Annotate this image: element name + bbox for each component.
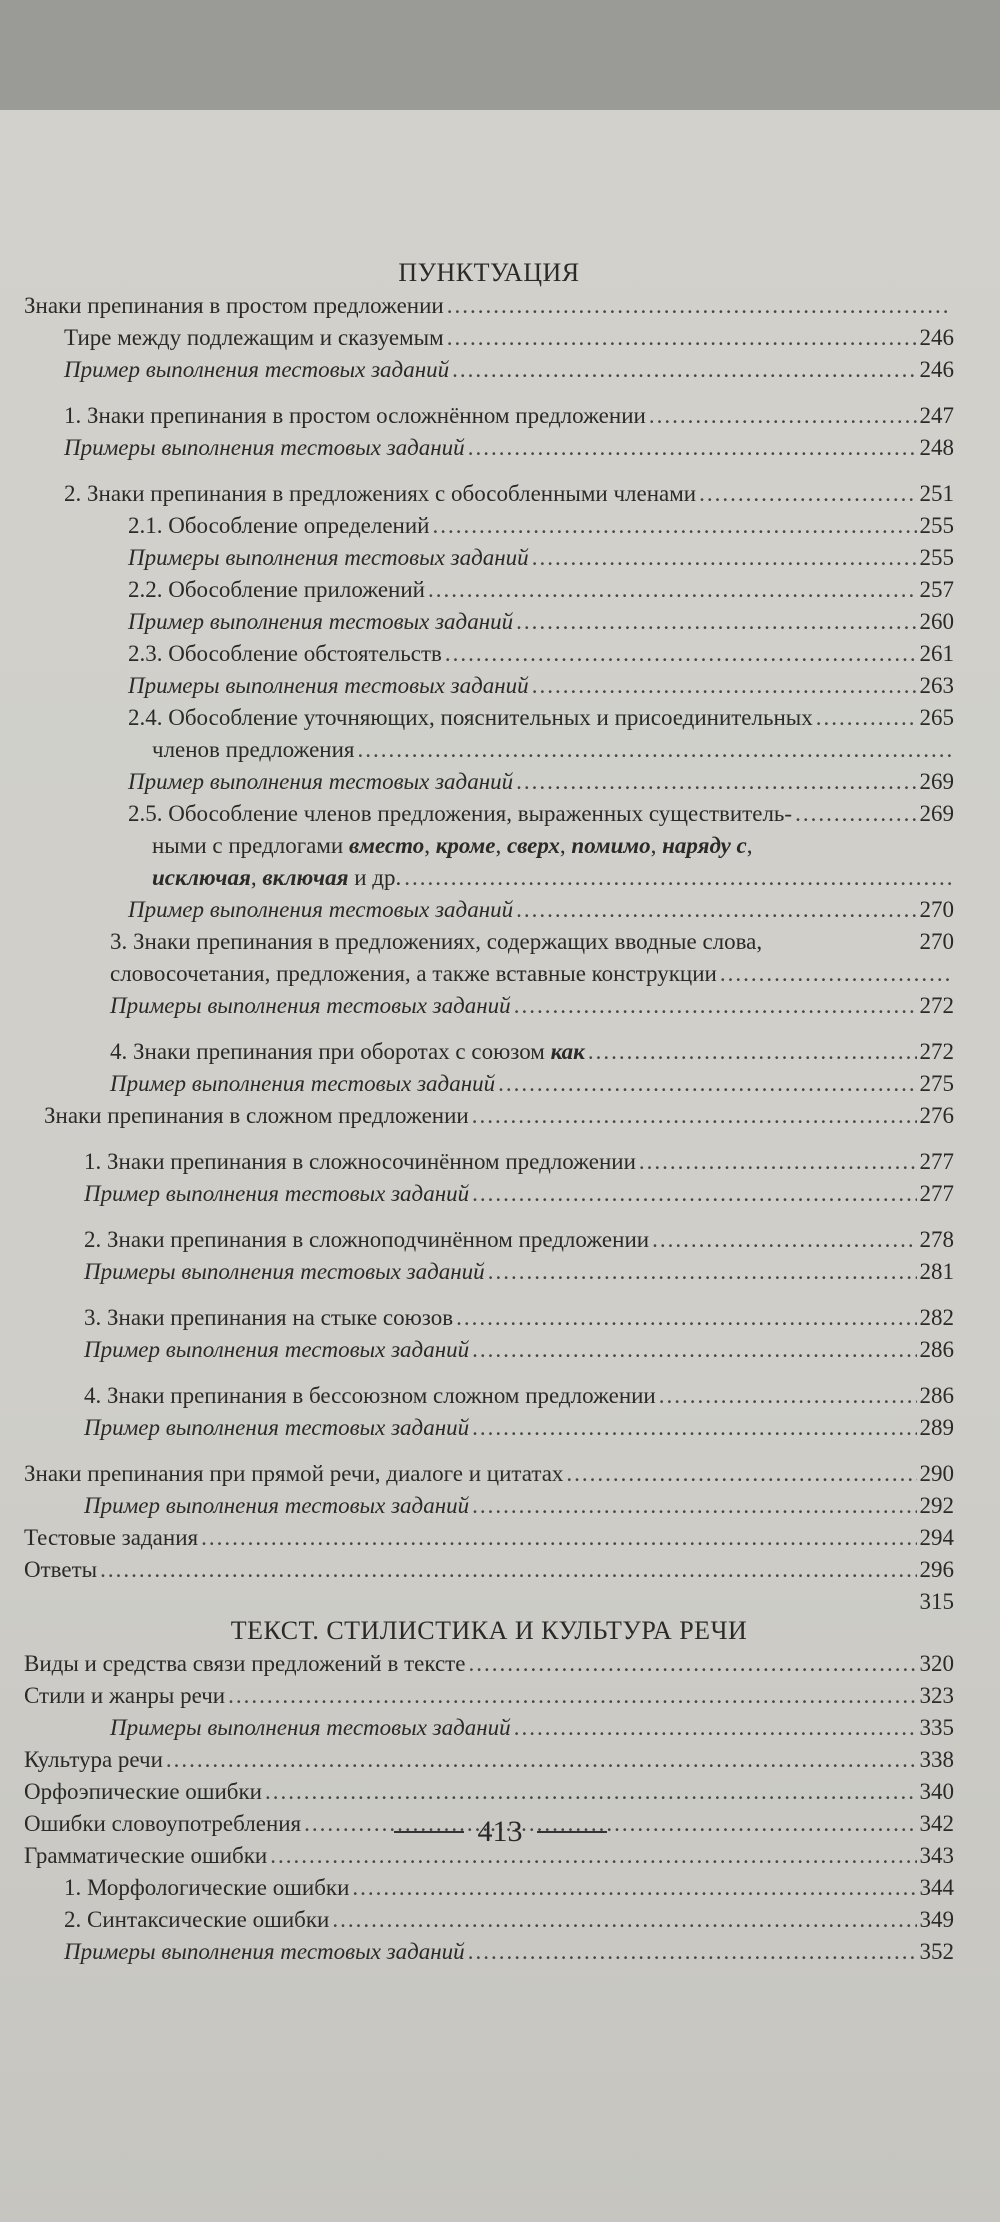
section-title-punctuation: ПУНКТУАЦИЯ xyxy=(398,258,580,287)
toc-entry: Знаки препинания при прямой речи, диалоге и цитатах ..... 290 xyxy=(24,1458,954,1490)
toc-entry: Пример выполнения тестовых заданий ..... 270 xyxy=(24,894,954,926)
page-ref: 343 xyxy=(919,1843,954,1868)
toc-entry: Орфоэпические ошибки ..... 340 xyxy=(24,1776,954,1808)
toc-entry: 4. Знаки препинания в бессоюзном сложном предложении ..... 286 xyxy=(24,1380,954,1412)
page-ref: 342 xyxy=(919,1811,954,1836)
page-ref: 269 xyxy=(919,801,954,826)
toc-entry: 2.3. Обособление обстоятельств ..... 261 xyxy=(24,638,954,670)
page-ref: 335 xyxy=(919,1715,954,1740)
page-ref: 294 xyxy=(919,1525,954,1550)
toc-entry: Примеры выполнения тестовых заданий ..... 272 xyxy=(24,990,954,1022)
page-ref: 278 xyxy=(919,1227,954,1252)
page-ref: 265 xyxy=(919,705,954,730)
page-ref: 349 xyxy=(919,1907,954,1932)
toc-entry: Примеры выполнения тестовых заданий ..... 263 xyxy=(24,670,954,702)
toc-entry: исключая, включая и др. ..... xyxy=(24,862,954,894)
page-ref: 323 xyxy=(919,1683,954,1708)
toc-entry: Пример выполнения тестовых заданий ..... 289 xyxy=(24,1412,954,1444)
page-ref: 315 xyxy=(919,1589,954,1614)
page-ref: 272 xyxy=(919,1039,954,1064)
toc-entry: 3. Знаки препинания на стыке союзов ..... 282 xyxy=(24,1302,954,1334)
toc-entry: Примеры выполнения тестовых заданий ..... 255 xyxy=(24,542,954,574)
page-ref: 286 xyxy=(919,1337,954,1362)
toc-entry: Пример выполнения тестовых заданий ..... 275 xyxy=(24,1068,954,1100)
toc-entry: 1. Знаки препинания в сложносочинённом предложении ..... 277 xyxy=(24,1146,954,1178)
toc-entry: Примеры выполнения тестовых заданий ..... 281 xyxy=(24,1256,954,1288)
page-ref: 277 xyxy=(919,1149,954,1174)
toc-entry: 2.4. Обособление уточняющих, пояснительных и присоединительных ..... 265 xyxy=(24,702,954,734)
toc-entry: Знаки препинания в простом предложении ..... xyxy=(24,290,954,322)
toc-entry: членов предложения ..... xyxy=(24,734,954,766)
toc-entry: Грамматические ошибки ..... 343 xyxy=(24,1840,954,1872)
section-title-text-stylistics: ТЕКСТ. СТИЛИСТИКА И КУЛЬТУРА РЕЧИ xyxy=(230,1616,748,1645)
page-ref: 290 xyxy=(919,1461,954,1486)
page-ref: 247 xyxy=(919,403,954,428)
toc-entry: Пример выполнения тестовых заданий ..... 246 xyxy=(24,354,954,386)
footer-rule-left xyxy=(394,1831,464,1833)
page-ref: 246 xyxy=(919,325,954,350)
page-ref: 286 xyxy=(919,1383,954,1408)
page-ref: 246 xyxy=(919,357,954,382)
page-ref: 282 xyxy=(919,1305,954,1330)
page-ref: 270 xyxy=(919,897,954,922)
toc-entry: 4. Знаки препинания при оборотах с союзом как ..... 272 xyxy=(24,1036,954,1068)
toc-entry: Примеры выполнения тестовых заданий ..... 248 xyxy=(24,432,954,464)
toc-entry: Ответы ..... 296 xyxy=(24,1554,954,1586)
toc-entry: Пример выполнения тестовых заданий ..... 286 xyxy=(24,1334,954,1366)
page-ref: 320 xyxy=(919,1651,954,1676)
toc-entry: 2.5. Обособление членов предложения, выраженных существитель- ..... 269 xyxy=(24,798,954,830)
page-ref: 344 xyxy=(919,1875,954,1900)
toc-entry: 2.1. Обособление определений ..... 255 xyxy=(24,510,954,542)
page-ref: 248 xyxy=(919,435,954,460)
toc-entry: Тестовые задания ..... 294 xyxy=(24,1522,954,1554)
toc-entry: Примеры выполнения тестовых заданий ..... 335 xyxy=(24,1712,954,1744)
page-ref: 275 xyxy=(919,1071,954,1096)
page-ref: 292 xyxy=(919,1493,954,1518)
page-ref: 276 xyxy=(919,1103,954,1128)
toc-entry: 2. Синтаксические ошибки ..... 349 xyxy=(24,1904,954,1936)
toc-entry: 2. Знаки препинания в предложениях с обособленными членами ..... 251 xyxy=(24,478,954,510)
toc-entry: 1. Знаки препинания в простом осложнённом предложении ..... 247 xyxy=(24,400,954,432)
page-ref: 260 xyxy=(919,609,954,634)
toc-entry: Тире между подлежащим и сказуемым ..... 246 xyxy=(24,322,954,354)
page-ref: 289 xyxy=(919,1415,954,1440)
page-ref: 281 xyxy=(919,1259,954,1284)
page-ref: 261 xyxy=(919,641,954,666)
toc-entry: ными с предлогами вместо, кроме, сверх, помимо, наряду с, xyxy=(152,833,753,858)
toc-entry: Пример выполнения тестовых заданий ..... 277 xyxy=(24,1178,954,1210)
page-ref: 338 xyxy=(919,1747,954,1772)
page-ref: 270 xyxy=(919,929,954,954)
toc-entry: 3. Знаки препинания в предложениях, содержащих вводные слова, 270 xyxy=(24,926,954,958)
toc-entry: Культура речи ..... 338 xyxy=(24,1744,954,1776)
footer-rule-right xyxy=(537,1831,607,1833)
toc-entry: 2. Знаки препинания в сложноподчинённом предложении ..... 278 xyxy=(24,1224,954,1256)
page-ref: 251 xyxy=(919,481,954,506)
page-ref: 340 xyxy=(919,1779,954,1804)
page-ref: 255 xyxy=(919,513,954,538)
page-footer xyxy=(0,1815,1000,1849)
toc-entry: Знаки препинания в сложном предложении ..... 276 xyxy=(24,1100,954,1132)
page-ref: 269 xyxy=(919,769,954,794)
page-ref: 255 xyxy=(919,545,954,570)
toc-entry: Пример выполнения тестовых заданий ..... 269 xyxy=(24,766,954,798)
toc-entry: 1. Морфологические ошибки ..... 344 xyxy=(24,1872,954,1904)
page-ref: 277 xyxy=(919,1181,954,1206)
page-ref: 272 xyxy=(919,993,954,1018)
toc-entry: Ошибки словоупотребления ..... 342 xyxy=(24,1808,954,1840)
toc-entry: Примеры выполнения тестовых заданий ..... 352 xyxy=(24,1936,954,1968)
toc-entry: словосочетания, предложения, а также вставные конструкции ..... xyxy=(24,958,954,990)
page-ref: 352 xyxy=(919,1939,954,1964)
toc-entry: Пример выполнения тестовых заданий ..... 260 xyxy=(24,606,954,638)
page-ref: 263 xyxy=(919,673,954,698)
page-ref: 257 xyxy=(919,577,954,602)
page-ref: 296 xyxy=(919,1557,954,1582)
toc-entry: Виды и средства связи предложений в тексте ..... 320 xyxy=(24,1648,954,1680)
toc-entry: Пример выполнения тестовых заданий ..... 292 xyxy=(24,1490,954,1522)
page-number: 413 xyxy=(477,1815,523,1848)
table-of-contents xyxy=(24,250,954,1968)
toc-entry: 2.2. Обособление приложений ..... 257 xyxy=(24,574,954,606)
toc-entry: Стили и жанры речи ..... 323 xyxy=(24,1680,954,1712)
